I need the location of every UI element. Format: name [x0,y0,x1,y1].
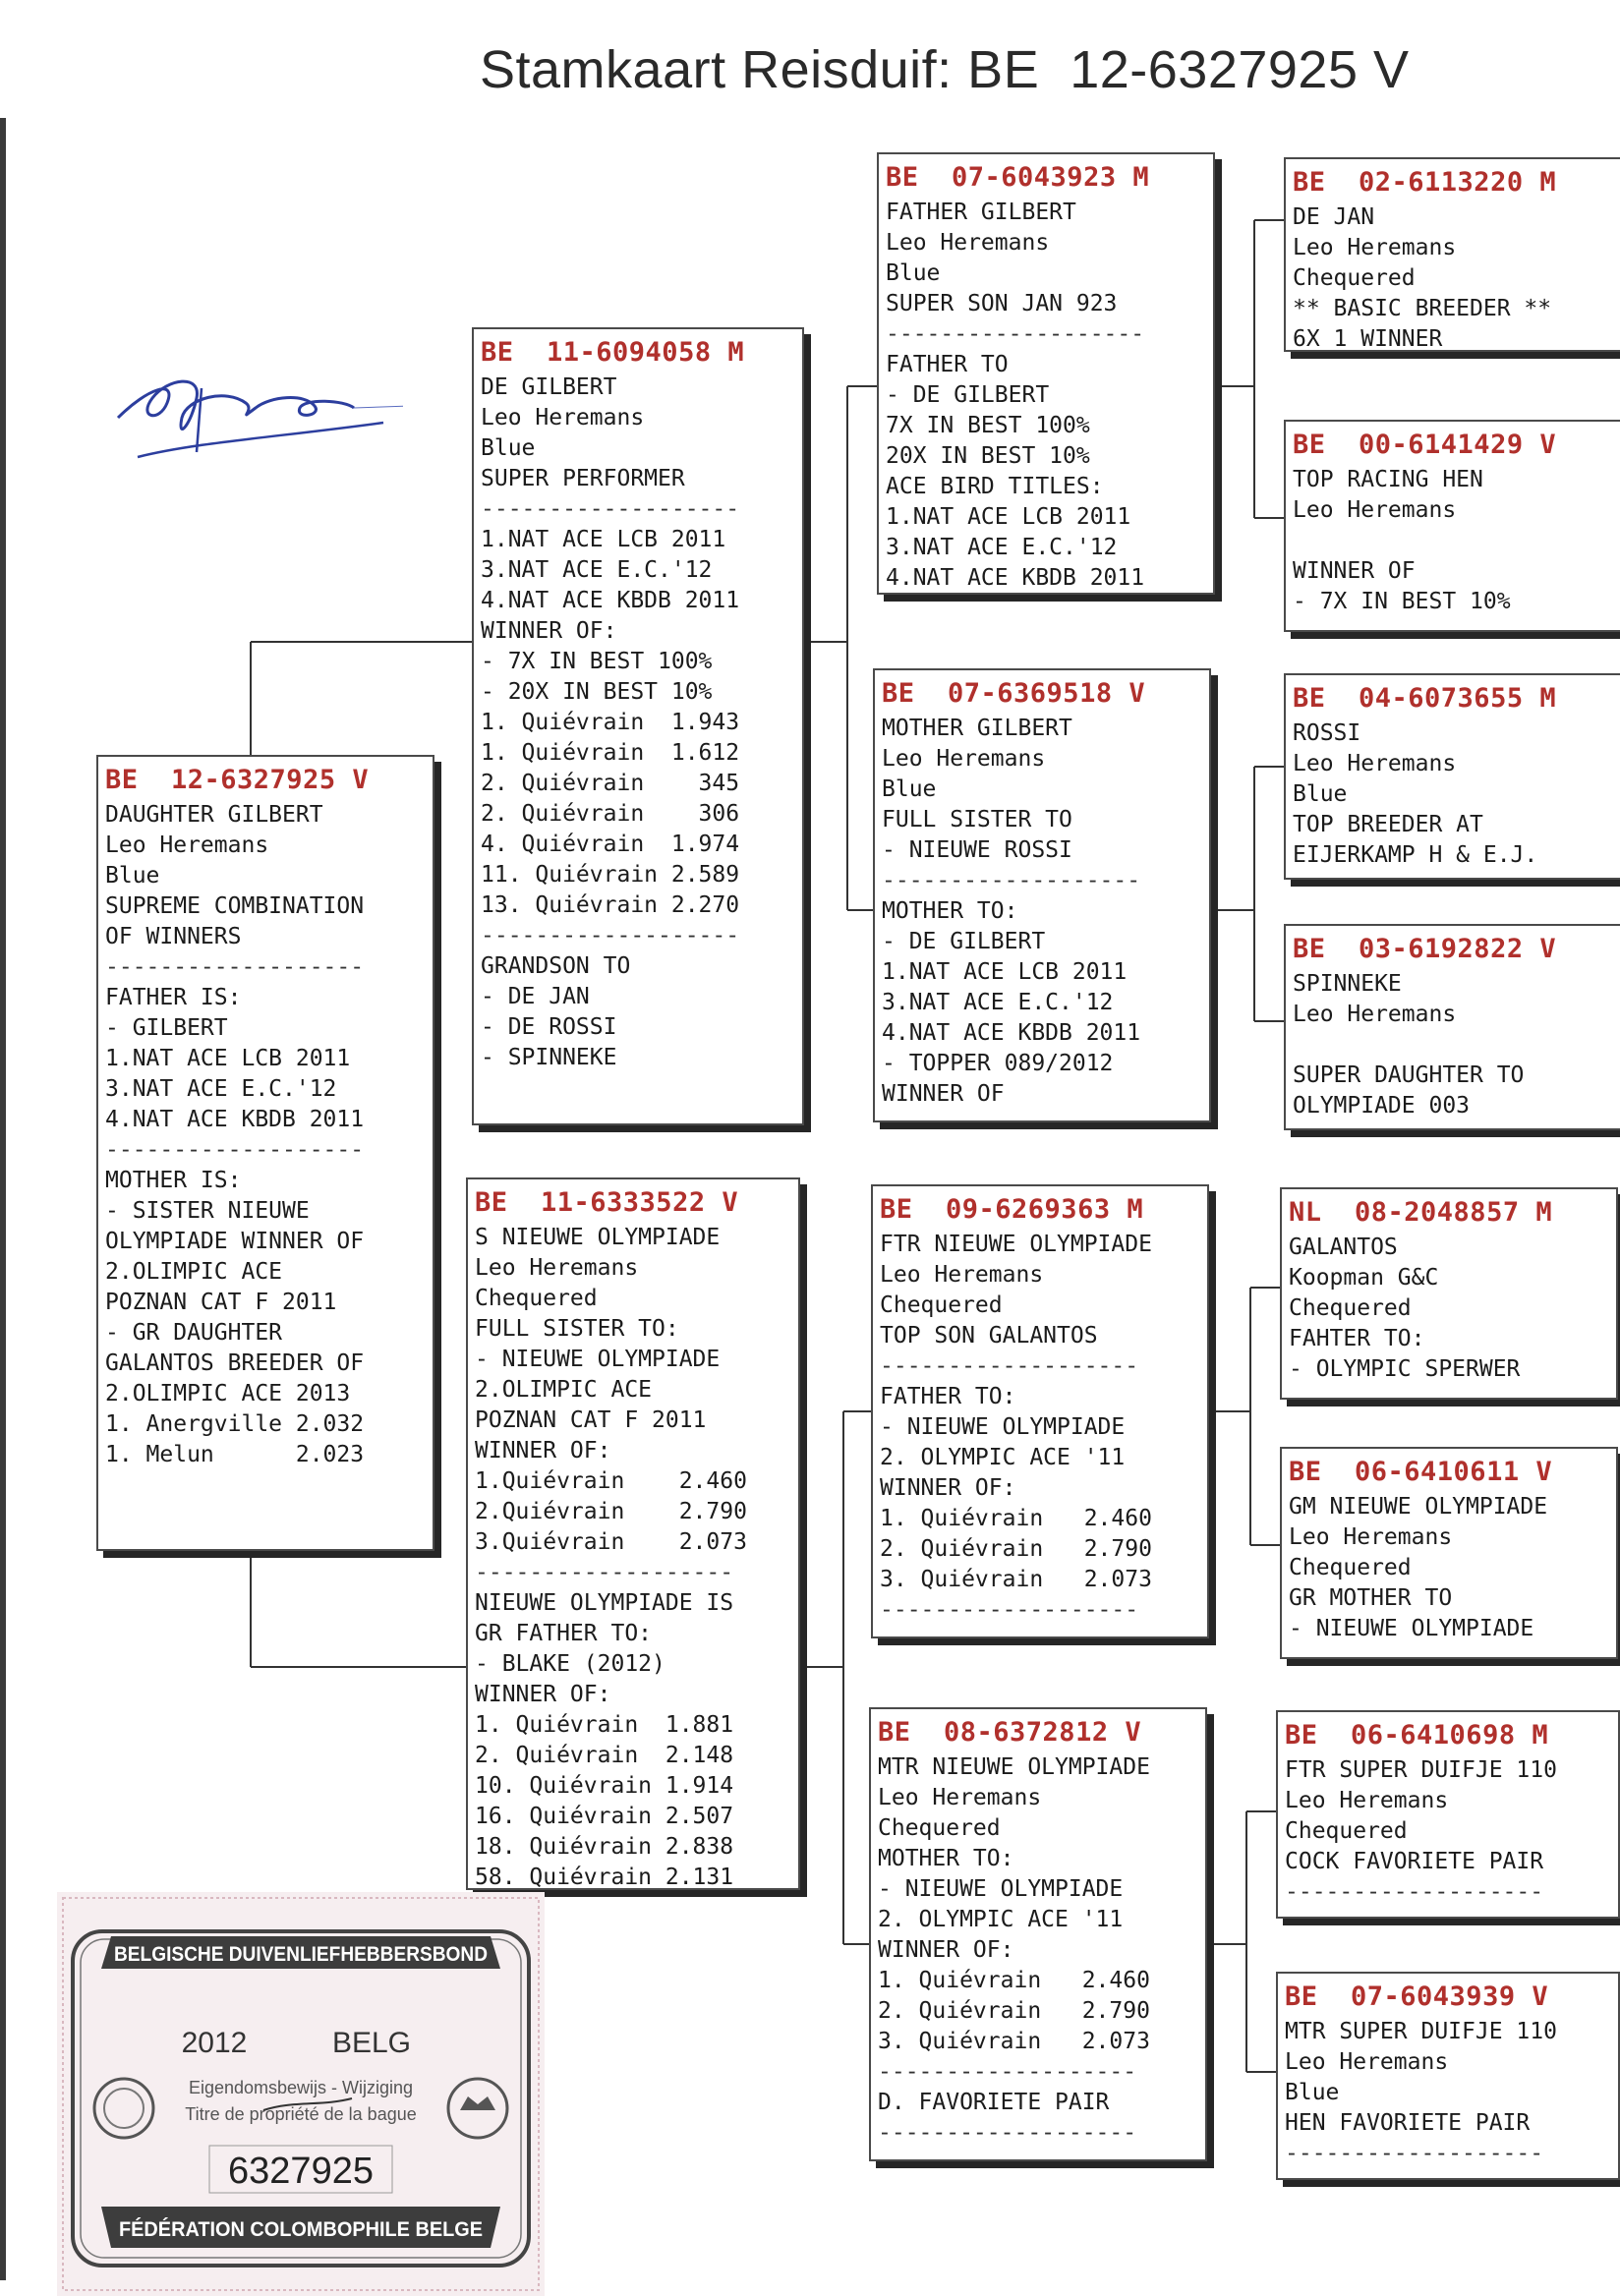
separator: ------------------- [105,954,365,980]
card-line: 18. Quiévrain 2.838 [475,1834,734,1860]
card-line: GALANTOS BREEDER OF [105,1350,365,1376]
card-line: DE JAN [1293,204,1375,230]
card-line: FTR NIEUWE OLYMPIADE [880,1232,1152,1257]
card-line: 7X IN BEST 100% [886,413,1090,438]
card-line: Blue [1285,2080,1340,2105]
card-line: 2. OLYMPIC ACE '11 [878,1907,1124,1932]
ring-number: BE 04-6073655 M [1293,683,1557,714]
card-father [472,327,804,1125]
card-line: 2. Quiévrain 2.148 [475,1743,734,1768]
card-line: 1.NAT ACE LCB 2011 [886,504,1131,530]
card-line: SUPREME COMBINATION [105,893,365,919]
card-line: 3.Quiévrain 2.073 [475,1529,747,1555]
card-line: 4.NAT ACE KBDB 2011 [481,588,740,613]
card-line: - NIEUWE OLYMPIADE [880,1414,1126,1440]
card-line: 1.NAT ACE LCB 2011 [882,959,1128,985]
card-line: FATHER GILBERT [886,200,1076,225]
card-line: - GILBERT [105,1015,228,1041]
card-line: Blue [481,435,536,461]
card-line: Chequered [1289,1295,1412,1321]
card-line: GR FATHER TO: [475,1621,653,1646]
card-ggp-fmf [1284,673,1620,880]
separator: ------------------- [880,1597,1139,1623]
card-line: COCK FAVORIETE PAIR [1285,1849,1544,1874]
card-line: WINNER OF: [880,1475,1016,1501]
card-ggp-mmm [1276,1972,1620,2180]
card-mother-mother [869,1707,1207,2161]
ring-number: BE 07-6043923 M [886,162,1150,193]
card-line: 2.OLIMPIC ACE [475,1377,653,1403]
card-line: TOP RACING HEN [1293,467,1483,492]
card-line: 2. Quiévrain 2.790 [878,1998,1150,2024]
card-line: ROSSI [1293,720,1361,746]
card-subject [96,755,434,1551]
card-line: MTR SUPER DUIFJE 110 [1285,2019,1557,2044]
card-line: OLYMPIADE 003 [1293,1093,1471,1119]
ring-number: BE 11-6333522 V [475,1187,739,1218]
card-line: - 7X IN BEST 100% [481,649,713,674]
card-line: Blue [105,863,160,889]
ring-number: NL 08-2048857 M [1289,1197,1553,1228]
card-line: 2.Quiévrain 2.790 [475,1499,747,1524]
card-line: - OLYMPIC SPERWER [1289,1356,1521,1382]
card-line: 4.NAT ACE KBDB 2011 [882,1020,1141,1046]
card-line: 3.NAT ACE E.C.'12 [481,557,713,583]
card-line: 20X IN BEST 10% [886,443,1090,469]
ring-number: BE 09-6269363 M [880,1194,1144,1225]
separator: ------------------- [878,2120,1137,2146]
ring-number: BE 07-6369518 V [882,678,1146,709]
card-line: GM NIEUWE OLYMPIADE [1289,1494,1548,1520]
card-line: - NIEUWE OLYMPIADE [475,1347,721,1372]
ring-number: BE 11-6094058 M [481,337,745,368]
card-line: MOTHER GILBERT [882,716,1072,741]
card-line: - NIEUWE OLYMPIADE [878,1876,1124,1902]
card-line: - DE JAN [481,984,590,1009]
card-line: FULL SISTER TO [882,807,1072,832]
card-line: 11. Quiévrain 2.589 [481,862,740,888]
separator: ------------------- [105,1137,365,1163]
separator: ------------------- [880,1353,1139,1379]
card-line: TOP BREEDER AT [1293,812,1483,837]
card-line: WINNER OF [882,1081,1005,1107]
card-mother-father [871,1184,1209,1638]
card-line: NIEUWE OLYMPIADE IS [475,1590,734,1616]
card-line: HEN FAVORIETE PAIR [1285,2110,1531,2136]
card-line: - 7X IN BEST 10% [1293,589,1511,614]
card-line: FATHER TO [886,352,1009,377]
card-line: WINNER OF [1293,558,1416,584]
separator: ------------------- [1285,1879,1544,1905]
card-line: 3.NAT ACE E.C.'12 [886,535,1118,560]
card-line: Leo Heremans [1285,2049,1449,2075]
card-line: - BLAKE (2012) [475,1651,665,1677]
card-line: Blue [882,776,937,802]
card-line: DAUGHTER GILBERT [105,802,323,828]
card-line: 1. Quiévrain 1.943 [481,710,740,735]
card-line: 58. Quiévrain 2.131 [475,1865,734,1890]
page-title: Stamkaart Reisduif: BE 12-6327925 V [480,40,1410,99]
card-line: Leo Heremans [1293,497,1457,523]
card-line: - TOPPER 089/2012 [882,1051,1114,1076]
card-line: ** BASIC BREEDER ** [1293,296,1552,321]
band-line-nl: Eigendomsbewijs - Wijziging [188,2078,414,2097]
card-line: Leo Heremans [882,746,1046,772]
card-line: Leo Heremans [1293,751,1457,776]
ring-number: BE 08-6372812 V [878,1717,1142,1748]
card-line: Blue [1293,781,1348,807]
card-line: Leo Heremans [481,405,645,430]
card-line: 3. Quiévrain 2.073 [880,1567,1152,1592]
card-line: - GR DAUGHTER [105,1320,283,1346]
card-father-father [877,152,1215,595]
card-line: - 20X IN BEST 10% [481,679,713,705]
card-line: MOTHER TO: [878,1846,1014,1871]
card-line: Chequered [475,1286,598,1311]
separator: ------------------- [886,321,1145,347]
card-line: 3.NAT ACE E.C.'12 [105,1076,337,1102]
card-ggp-ffm [1284,420,1620,632]
card-line: OF WINNERS [105,924,242,949]
card-line: TOP SON GALANTOS [880,1323,1098,1349]
blank-line [1293,1030,1614,1061]
card-line: 4.NAT ACE KBDB 2011 [105,1107,365,1132]
card-line: S NIEUWE OLYMPIADE [475,1225,721,1250]
card-line: 1.Quiévrain 2.460 [475,1468,747,1494]
card-line: WINNER OF: [475,1682,611,1707]
card-line: DE GILBERT [481,374,617,400]
card-line: 10. Quiévrain 1.914 [475,1773,734,1799]
card-line: FAHTER TO: [1289,1326,1425,1351]
band-country: BELG [331,2027,412,2059]
card-line: - NIEUWE OLYMPIADE [1289,1616,1534,1641]
ring-number: BE 02-6113220 M [1293,167,1557,198]
card-ggp-mfm [1280,1447,1618,1659]
card-line: 2. Quiévrain 345 [481,771,740,796]
card-line: 1. Quiévrain 2.460 [880,1506,1152,1531]
separator: ------------------- [1285,2141,1544,2166]
card-line: - SISTER NIEUWE [105,1198,310,1224]
card-line: - DE GILBERT [882,929,1046,954]
card-line: 1. Anergville 2.032 [105,1411,365,1437]
card-line: Chequered [1285,1818,1408,1844]
card-line: 4.NAT ACE KBDB 2011 [886,565,1145,591]
card-line: Leo Heremans [1289,1524,1453,1550]
separator: ------------------- [481,496,740,522]
ring-number: BE 06-6410698 M [1285,1720,1549,1751]
card-line: 2.OLIMPIC ACE [105,1259,283,1285]
card-line: 3. Quiévrain 2.073 [878,2029,1150,2054]
card-line: GALANTOS [1289,1234,1398,1260]
card-line: GRANDSON TO [481,953,631,979]
card-line: 1. Quiévrain 1.612 [481,740,740,766]
card-line: WINNER OF: [475,1438,611,1464]
card-line: GR MOTHER TO [1289,1585,1453,1611]
card-line: Blue [886,260,941,286]
card-line: POZNAN CAT F 2011 [105,1290,337,1315]
card-line: - DE GILBERT [886,382,1050,408]
card-line: Koopman G&C [1289,1265,1439,1291]
card-line: 16. Quiévrain 2.507 [475,1804,734,1829]
card-mother [466,1177,800,1890]
band-org-bottom: FÉDÉRATION COLOMBOPHILE BELGE [119,2218,483,2241]
card-line: Leo Heremans [878,1785,1042,1810]
card-line: D. FAVORIETE PAIR [878,2090,1110,2115]
card-ggp-fff [1284,157,1620,352]
ring-number: BE 00-6141429 V [1293,430,1557,460]
card-line: 1.NAT ACE LCB 2011 [105,1046,351,1071]
band-year: 2012 [181,2027,248,2059]
card-line: Leo Heremans [1293,235,1457,260]
card-line: - SPINNEKE [481,1045,617,1070]
separator: ------------------- [878,2059,1137,2085]
card-line: Leo Heremans [105,832,269,858]
card-line: 2. Quiévrain 2.790 [880,1536,1152,1562]
card-ggp-mff [1280,1187,1618,1400]
card-line: OLYMPIADE WINNER OF [105,1229,365,1254]
card-line: MOTHER TO: [882,898,1018,924]
card-line: SUPER SON JAN 923 [886,291,1118,316]
ring-number: BE 06-6410611 V [1289,1457,1553,1487]
card-line: FTR SUPER DUIFJE 110 [1285,1757,1557,1783]
card-line: Leo Heremans [1293,1002,1457,1027]
card-line: 13. Quiévrain 2.270 [481,892,740,918]
card-line: 3.NAT ACE E.C.'12 [882,990,1114,1015]
card-line: Leo Heremans [475,1255,639,1281]
blank-line [1293,526,1614,556]
card-line: POZNAN CAT F 2011 [475,1407,707,1433]
card-line: FATHER IS: [105,985,242,1010]
card-line: 2. Quiévrain 306 [481,801,740,827]
card-line: SUPER DAUGHTER TO [1293,1062,1525,1088]
card-line: - NIEUWE ROSSI [882,837,1072,863]
card-line: SUPER PERFORMER [481,466,685,491]
ring-number: BE 07-6043939 V [1285,1981,1549,2012]
separator: ------------------- [882,868,1141,893]
card-line: FULL SISTER TO: [475,1316,679,1342]
ring-certificate [57,1892,545,2296]
card-line: WINNER OF: [878,1937,1014,1963]
card-line: Leo Heremans [1285,1788,1449,1813]
card-line: Leo Heremans [880,1262,1044,1288]
card-ggp-fmm [1284,924,1620,1130]
ring-number: BE 03-6192822 V [1293,934,1557,964]
band-line-fr: Titre de propriété de la bague [185,2104,417,2124]
band-org-top: BELGISCHE DUIVENLIEFHEBBERSBOND [114,1943,488,1966]
card-line: WINNER OF: [481,618,617,644]
card-line: 1.NAT ACE LCB 2011 [481,527,726,552]
card-line: FATHER TO: [880,1384,1016,1409]
card-line: 1. Melun 2.023 [105,1442,365,1467]
card-line: 1. Quiévrain 1.881 [475,1712,734,1738]
card-ggp-mmf [1276,1710,1620,1919]
card-line: 2.OLIMPIC ACE 2013 [105,1381,351,1406]
card-line: EIJERKAMP H & E.J. [1293,842,1538,868]
card-father-mother [873,668,1211,1122]
card-line: SPINNEKE [1293,971,1402,997]
card-line: ACE BIRD TITLES: [886,474,1104,499]
card-line: Chequered [1293,265,1416,291]
card-line: Chequered [1289,1555,1412,1580]
card-line: MOTHER IS: [105,1168,242,1193]
card-line: 6X 1 WINNER [1293,326,1443,352]
card-line: 2. OLYMPIC ACE '11 [880,1445,1126,1470]
card-line: Chequered [880,1292,1003,1318]
ring-number: BE 12-6327925 V [105,765,370,795]
card-line: 4. Quiévrain 1.974 [481,832,740,857]
card-line: Leo Heremans [886,230,1050,256]
separator: ------------------- [475,1560,734,1585]
separator: ------------------- [481,923,740,948]
band-number: 6327925 [228,2151,374,2192]
card-line: 1. Quiévrain 2.460 [878,1968,1150,1993]
card-line: MTR NIEUWE OLYMPIADE [878,1754,1150,1780]
card-line: Chequered [878,1815,1001,1841]
card-line: - DE ROSSI [481,1014,617,1040]
